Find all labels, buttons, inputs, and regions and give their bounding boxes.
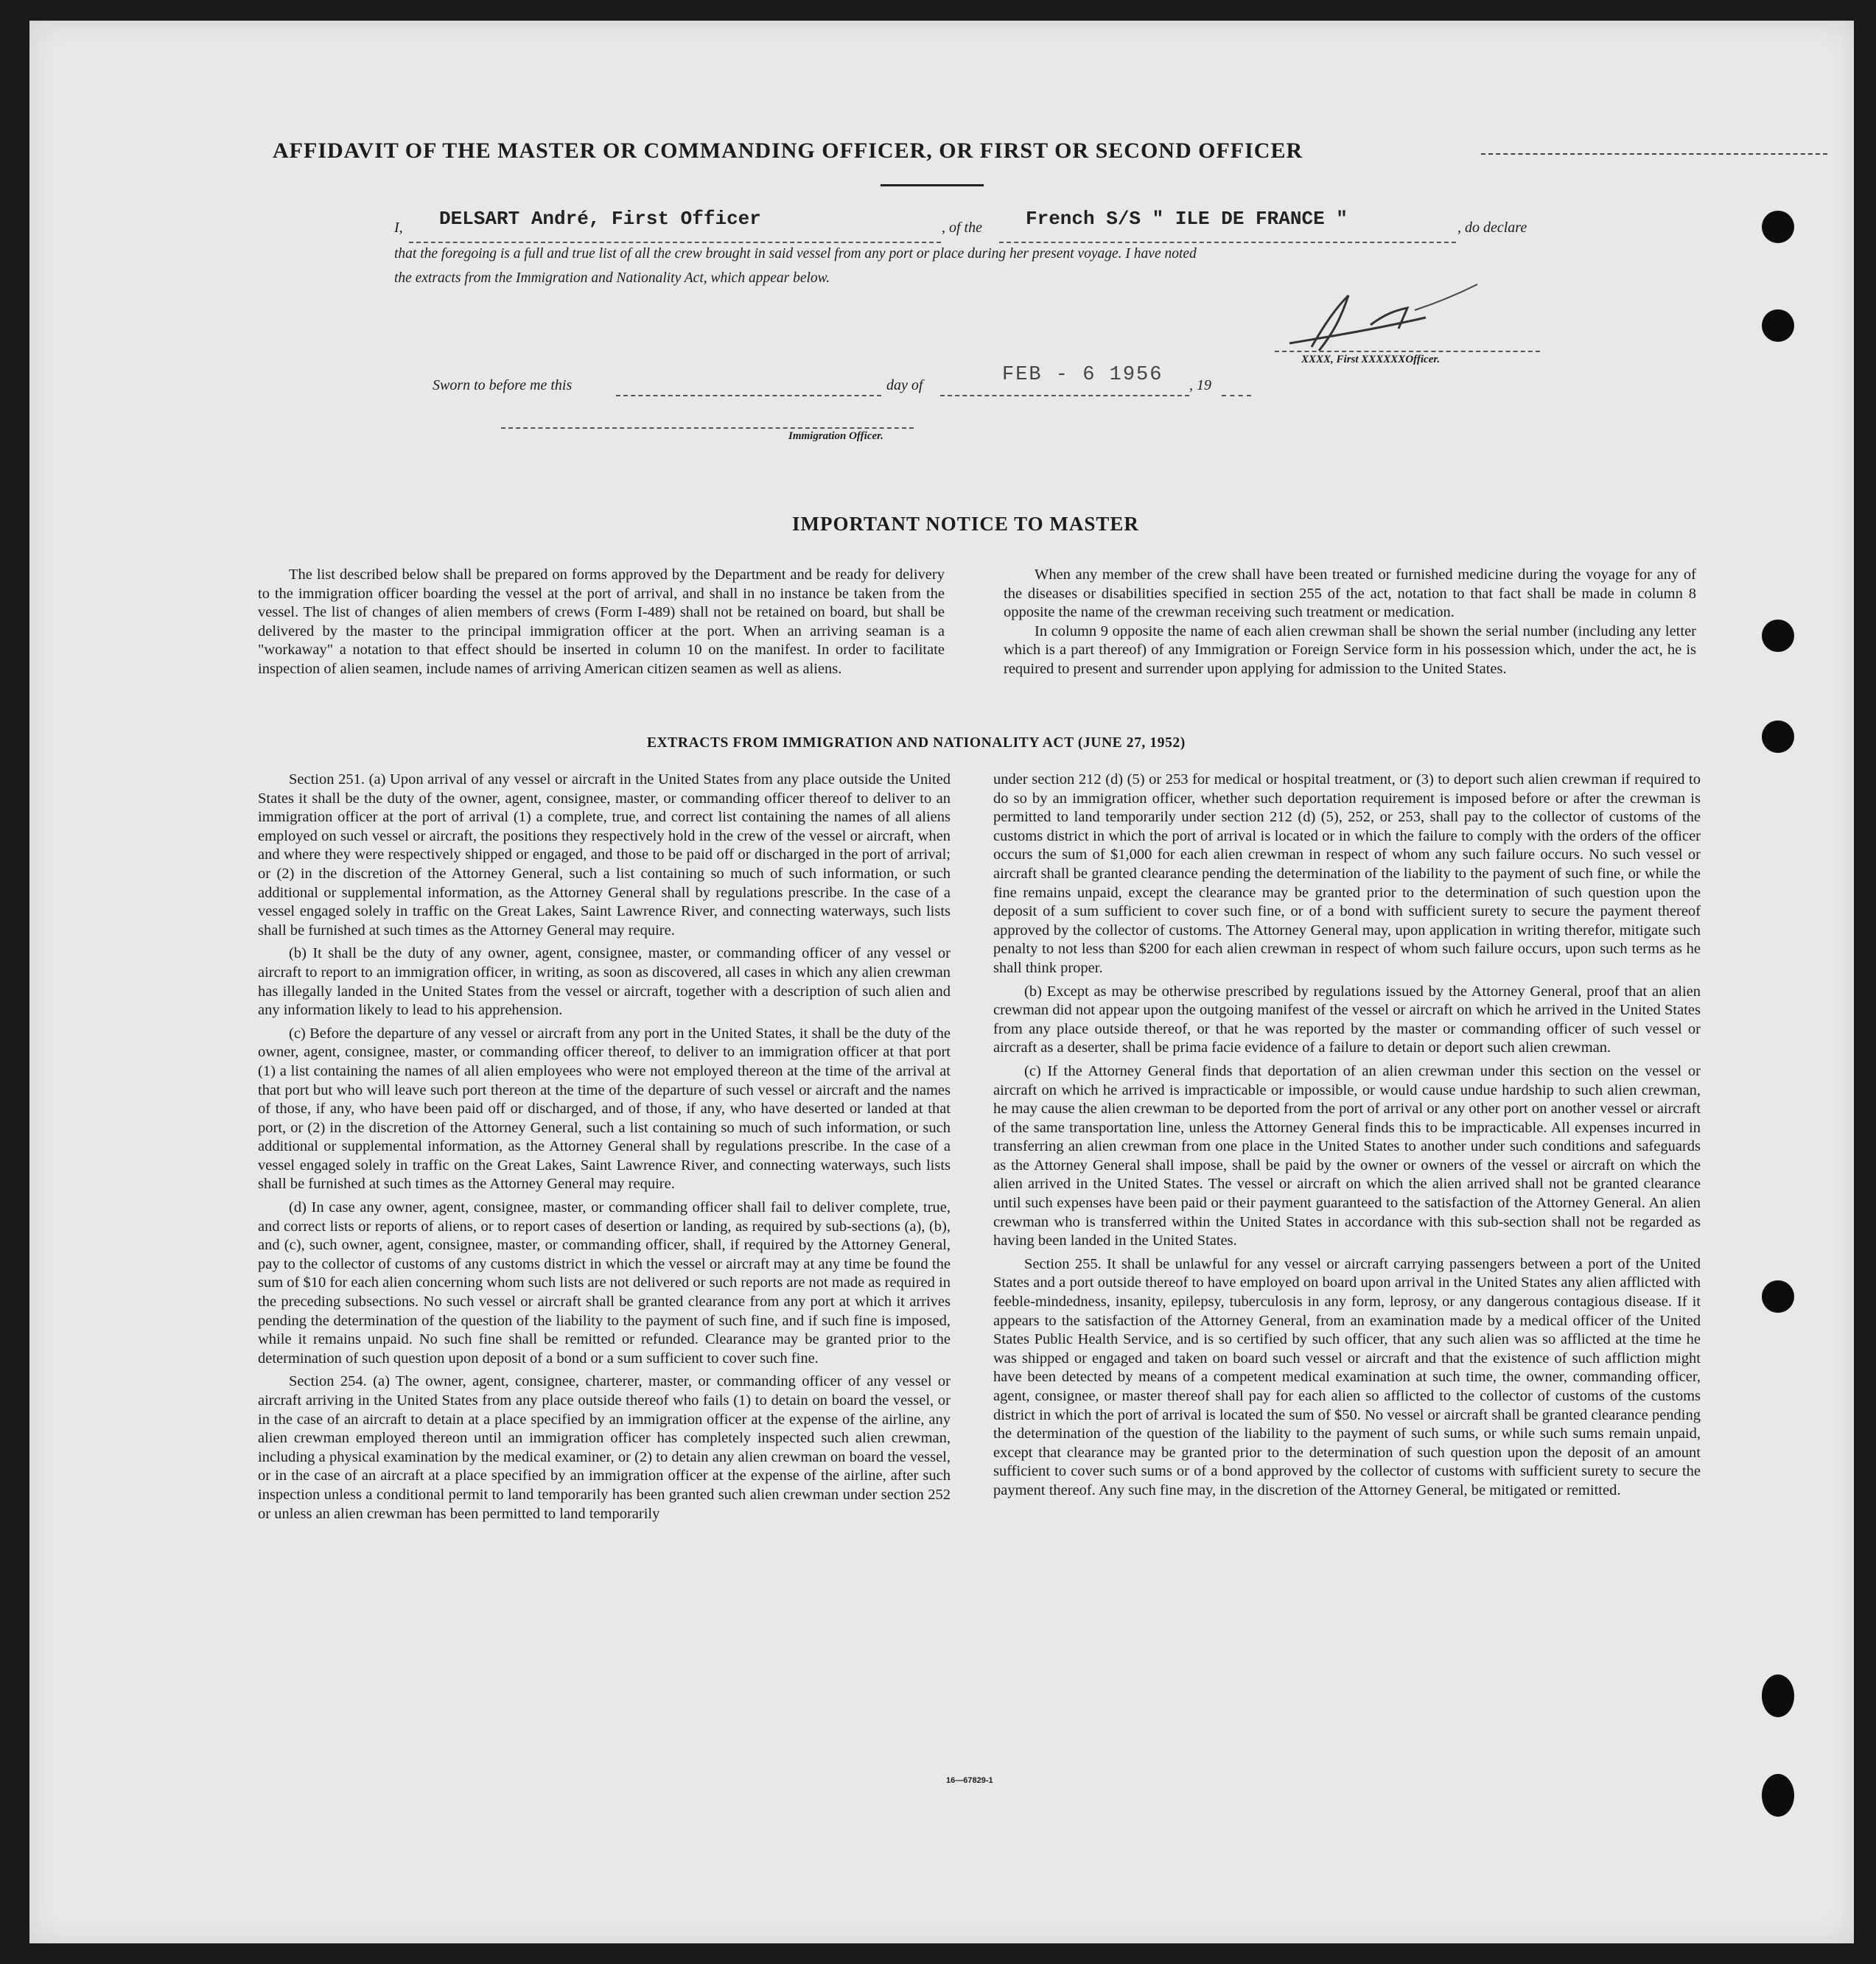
year-label: , 19 bbox=[1189, 377, 1211, 393]
name-fill-line bbox=[409, 242, 941, 243]
extract-paragraph: (d) In case any owner, agent, consignee, master, or commanding officer shall fail to deliver complete, true, and correct lists or reports of aliens, or to report cases of desertion or landing, as required by sub-sections (a), (b), and (c), such owner, agent, consignee, master, or commanding officer, shall, if required by the Attorney General, pay to the collector of customs of any customs district in which the vessel or aircraft may at any time be found the sum of $10 for each alien concerning whom such lists are not delivered or such reports are not made as required in the preceding subsections. No such vessel or aircraft shall be granted clearance from any port at which it arrives pending the determination of the question of the liability to the payment of such fine, and if such fine is imposed, while it remains unpaid. No such fine shall be remitted or refunded. Clearance may be granted prior to the determination of such question upon deposit of a bond or a sum sufficient to cover such fine. bbox=[258, 1199, 951, 1367]
do-declare-label: , do declare bbox=[1457, 220, 1527, 236]
vessel-fill-line bbox=[999, 242, 1456, 243]
extracts-heading: EXTRACTS FROM IMMIGRATION AND NATIONALITY ACT (JUNE 27, 1952) bbox=[647, 735, 1186, 751]
i-label: I, bbox=[394, 220, 403, 236]
punch-hole bbox=[1762, 1280, 1794, 1313]
notice-heading: IMPORTANT NOTICE TO MASTER bbox=[792, 513, 1139, 535]
extract-paragraph: (c) Before the departure of any vessel or aircraft from any port in the United States, it shall be the duty of the owner, agent, consignee, master, or commanding officer thereof, to deliver to an immigration officer at that port (1) a list containing the names of all alien employees who were not employed thereon at the time of the arrival at that port but who will leave such port thereon at the time of the departure of such vessel or aircraft and the names of those, if any, who have been paid off or discharged, and of those, if any, who have deserted or landed at that port, or (2) in the discretion of the Attorney General, such a list containing so much of such information, or such additional or supplemental information, as the Attorney General shall by regulations prescribe. In the case of a vessel engaged solely in traffic on the Great Lakes, Saint Lawrence River, and connecting waterways, such lists shall be furnished at such times as the Attorney General may require. bbox=[258, 1025, 951, 1193]
notice-left-paragraph: The list described below shall be prepared on forms approved by the Department and be ready for delivery to the immigration officer boarding the vessel at the port of arrival, and shall in no instance be taken from the vessel. The list of changes of alien members of crews (Form I-489) shall not be retained on board, but shall be delivered by the master to the principal immigration officer at the port. When an arriving seaman is a "workaway" a notation to that effect should be inserted in column 10 on the manifest. In order to facilitate inspection of alien seamen, include names of arriving American citizen seamen as well as aliens. bbox=[258, 567, 945, 677]
vessel-name: French S/S " ILE DE FRANCE " bbox=[1026, 208, 1348, 230]
notice-right-column bbox=[1004, 566, 1696, 679]
of-the-label: , of the bbox=[942, 220, 982, 236]
year-fill-line bbox=[1222, 395, 1251, 396]
document-page bbox=[29, 21, 1854, 1943]
immigration-officer-fill-line bbox=[501, 427, 914, 429]
signature-fill-line bbox=[1275, 351, 1540, 352]
date-stamp: FEB - 6 1956 bbox=[1002, 364, 1163, 386]
punch-hole bbox=[1762, 620, 1794, 652]
extracts-right-column bbox=[993, 771, 1701, 1501]
immigration-officer-label: Immigration Officer. bbox=[788, 430, 883, 442]
extracts-left-column bbox=[258, 771, 951, 1523]
punch-hole bbox=[1762, 1674, 1794, 1717]
declaration-line-1: that the foregoing is a full and true list of all the crew brought in said vessel from any port or place during her present voyage. I have noted bbox=[394, 246, 1197, 262]
extract-paragraph: (b) It shall be the duty of any owner, agent, consignee, master, or commanding officer of any vessel or aircraft to report to an immigration officer, in writing, as soon as discovered, all cases in which any alien crewman has illegally landed in the United States from the vessel or aircraft, together with a description of such alien and any information likely to lead to his apprehension. bbox=[258, 945, 951, 1019]
extract-paragraph: (c) If the Attorney General finds that deportation of an alien crewman under this section on the vessel or aircraft on which he arrived is impracticable or impossible, or would cause undue hardship to such alien crewman, he may cause the alien crewman to be deported from the port of arrival or any other port on another vessel or aircraft of the same transportation line, unless the Attorney General finds this to be impracticable. All expenses incurred in transferring an alien crewman from one place in the United States to another under such conditions and safeguards as the Attorney General shall impose, shall be paid by the owner or owners of the vessel or aircraft on which the alien arrived in the United States. The vessel or aircraft on which the alien arrived shall not be granted clearance until such expenses have been paid or their payment guaranteed to the satisfaction of the Attorney General. An alien crewman who is transferred within the United States in accordance with this sub-section shall not be regarded as having been landed in the United States. bbox=[993, 1062, 1701, 1249]
punch-hole bbox=[1762, 720, 1794, 753]
punch-hole bbox=[1762, 211, 1794, 243]
extract-paragraph: Section 255. It shall be unlawful for any vessel or aircraft carrying passengers between a port of the United States and a port outside thereof to have employed on board upon arrival in the United States any alien afflicted with feeble-mindedness, insanity, epilepsy, tuberculosis in any form, leprosy, or any dangerous contagious disease. If it appears to the satisfaction of the Attorney General, from an examination made by a medical officer of the United States Public Health Service, and is so certified by such officer, that any such alien was so afflicted at the time he was shipped or engaged and taken on board such vessel or aircraft and that the existence of such affliction might have been detected by means of a competent medical examination at such time, the owner, commanding officer, agent, consignee, or master thereof shall pay for each alien so afflicted to the collector of customs of the customs district in which the port of arrival is located the sum of $50. No vessel or aircraft shall be granted clearance pending the determination of the question of the liability to the payment of such sums, or while such sums remain unpaid, except that clearance may be granted prior to the determination of such question upon the deposit of an amount sufficient to cover such sums or of a bond approved by the collector of customs with sufficient surety to secure the payment thereof. Any such fine may, in the discretion of the Attorney General, be mitigated or remitted. bbox=[993, 1255, 1701, 1498]
form-number: 16—67829-1 bbox=[946, 1776, 993, 1785]
title-dashed-rule bbox=[1481, 153, 1827, 155]
notice-right-paragraph-2: In column 9 opposite the name of each alien crewman shall be shown the serial number (including any letter which is a part thereof) of any Immigration or Foreign Service form in his possession which, under the act, he is required to present and surrender upon applying for admission to the United States. bbox=[1004, 622, 1696, 677]
officer-signature bbox=[1267, 277, 1488, 358]
punch-hole bbox=[1762, 309, 1794, 342]
signature-caption: XXXX, First XXXXXXOfficer. bbox=[1301, 354, 1441, 365]
declarant-name: DELSART André, First Officer bbox=[439, 208, 761, 230]
extract-paragraph: under section 212 (d) (5) or 253 for medical or hospital treatment, or (3) to deport such alien crewman if required to do so by an immigration officer, whether such deportation requirement is imposed before or after the crewman is permitted to land temporarily under section 212 (d) (5), 252, or 253, shall pay to the collector of customs of the customs district in which the port of arrival is located or in which the failure to comply with the orders of the officer occurs the sum of $1,000 for each alien crewman in respect of whom any such failure occurs. No such vessel or aircraft shall be granted clearance pending the determination of the liability to the payment of such fine, or while the fine remains unpaid, except the clearance may be granted prior to the determination of such question upon the deposit of a sum sufficient to cover such fine, or of a bond with sufficient surety to secure the payment thereof approved by the collector of customs. The Attorney General may, upon application in writing therefor, mitigate such penalty to not less than $200 for each alien crewman in respect of whom such failure occurs, upon such terms as he shall think proper. bbox=[993, 771, 1701, 976]
sworn-day-fill-line bbox=[616, 395, 881, 396]
notice-left-column bbox=[258, 566, 945, 679]
extract-paragraph: Section 254. (a) The owner, agent, consignee, charterer, master, or commanding officer of any vessel or aircraft arriving in the United States from any place outside thereof who fails (1) to detain on board the vessel, or in the case of an aircraft to detain at a place specified by an immigration officer at the expense of the airline, any alien crewman employed thereon until an immigration officer has completely inspected such alien crewman, including a physical examination by the medical examiner, or (2) to detain any alien crewman on board the vessel, or in the case of an aircraft at a place specified by an immigration officer at the expense of the airline, after such inspection unless a conditional permit to land temporarily has been granted such alien crewman under section 252 or unless an alien crewman has been permitted to land temporarily bbox=[258, 1373, 951, 1522]
declaration-line-2: the extracts from the Immigration and Nationality Act, which appear below. bbox=[394, 270, 830, 286]
sworn-label: Sworn to before me this bbox=[433, 377, 573, 393]
notice-right-paragraph-1: When any member of the crew shall have been treated or furnished medicine during the voyage for any of the diseases or disabilities specified in section 255 of the act, notation to that fact shall be made in column 8 opposite the name of the crewman receiving such treatment or medication. bbox=[1004, 567, 1696, 621]
day-of-label: day of bbox=[886, 377, 923, 393]
sworn-month-fill-line bbox=[940, 395, 1189, 396]
punch-hole bbox=[1762, 1774, 1794, 1817]
affidavit-title: AFFIDAVIT OF THE MASTER OR COMMANDING OFFICER, OR FIRST OR SECOND OFFICER bbox=[273, 138, 1303, 163]
extract-paragraph: (b) Except as may be otherwise prescribed by regulations issued by the Attorney General, proof that an alien crewman did not appear upon the outgoing manifest of the vessel or aircraft on which he arrived in the United States from any place outside thereof, or that he was reported by the master or commanding officer of such vessel or aircraft as a deserter, shall be prima facie evidence of a failure to detain or deport such alien crewman. bbox=[993, 983, 1701, 1056]
title-underline bbox=[881, 184, 984, 186]
extract-paragraph: Section 251. (a) Upon arrival of any vessel or aircraft in the United States from any place outside the United States it shall be the duty of the owner, agent, consignee, master, or commanding officer thereof to deliver to an immigration officer at the port of arrival (1) a complete, true, and correct list containing the names of all aliens employed on such vessel or aircraft, the positions they respectively hold in the crew of the vessel or aircraft, when and where they were respectively shipped or engaged, and those to be paid off or discharged in the port of arrival; or (2) in the discretion of the Attorney General, such a list containing so much of such information, or such additional or supplemental information, as the Attorney General shall by regulations prescribe. In the case of a vessel engaged solely in traffic on the Great Lakes, Saint Lawrence River, and connecting waterways, such lists shall be furnished at such times as the Attorney General may require. bbox=[258, 771, 951, 939]
